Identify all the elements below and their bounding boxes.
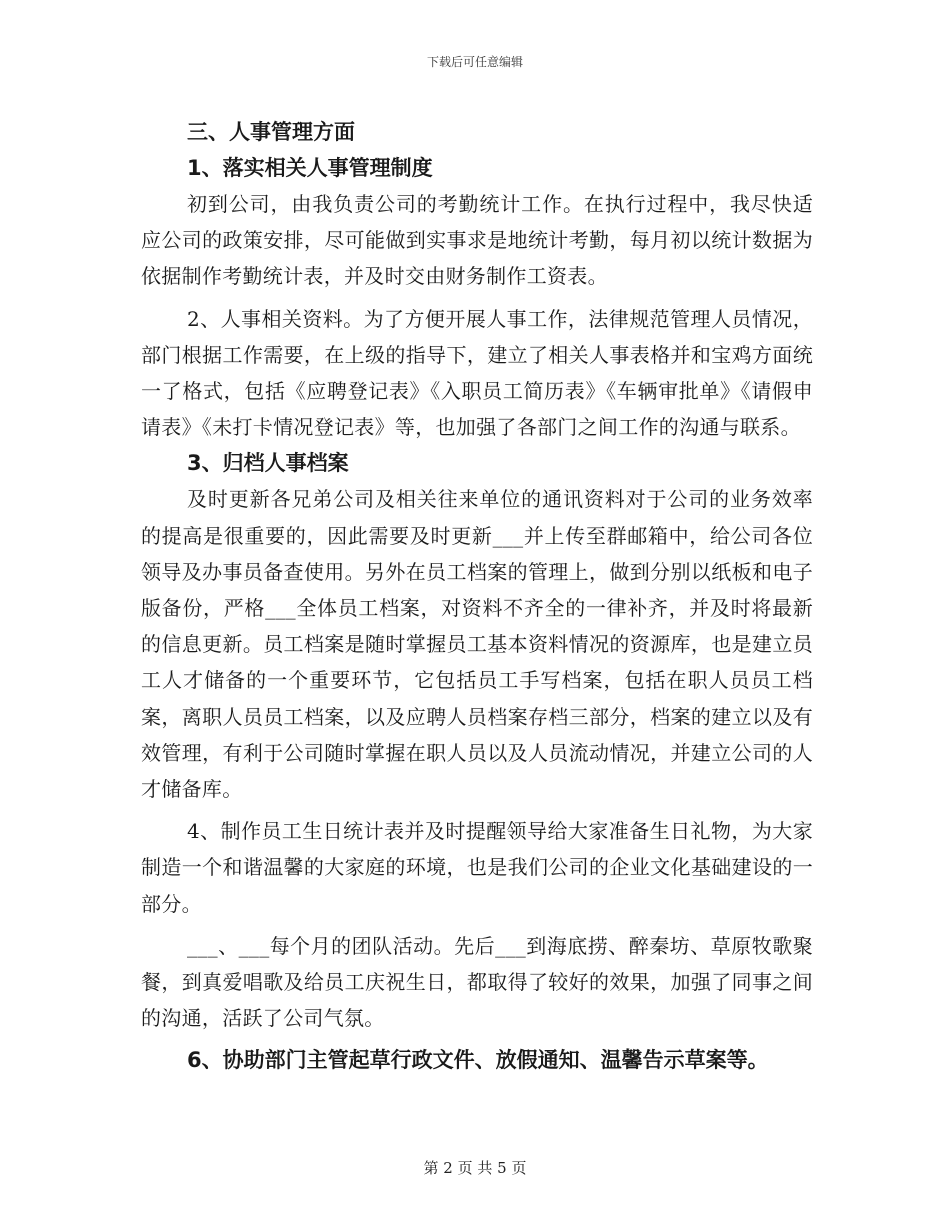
document-body: [141, 112, 813, 1078]
subheading-3: 3、归档人事档案: [187, 451, 349, 476]
paragraph-3: 及时更新各兄弟公司及相关往来单位的通讯资料对于公司的业务效率的提高是很重要的，因此需要及时更新___并上传至群邮箱中，给公司各位领导及办事员备查使用。另外在员工档案的管理上，做到分别以纸板和电子版备份，严格___全体员工档案，对资料不齐全的一律补齐，并及时将最新的信息更新。员工档案是随时掌握员工基本资料情况的资源库，也是建立员工人才储备的一个重要环节，它包括员工手写档案，包括在职人员员工档案，离职人员员工档案，以及应聘人员档案存档三部分，档案的建立以及有效管理，有利于公司随时掌握在职人员以及人员流动情况，并建立公司的人才储备库。: [141, 487, 813, 802]
page-number: 第 2 页 共 5 页: [423, 1159, 527, 1177]
paragraph-5: ___、___每个月的团队活动。先后___到海底捞、醉秦坊、草原牧歌聚餐，到真爱唱歌及给员工庆祝生日，都取得了较好的效果，加强了同事之间的沟通，活跃了公司气氛。: [141, 933, 813, 1031]
section-heading: 三、人事管理方面: [187, 120, 355, 144]
paragraph-1: 初到公司，由我负责公司的考勤统计工作。在执行过程中，我尽快适应公司的政策安排，尽可能做到实事求是地统计考勤，每月初以统计数据为依据制作考勤统计表，并及时交由财务制作工资表。: [141, 192, 813, 289]
page-header-note: 下载后可任意编辑: [426, 55, 523, 69]
paragraph-4: 4、制作员工生日统计表并及时提醒领导给大家准备生日礼物，为大家制造一个和谐温馨的大家庭的环境，也是我们公司的企业文化基础建设的一部分。: [141, 819, 813, 916]
paragraph-2: 2、人事相关资料。为了方便开展人事工作，法律规范管理人员情况，部门根据工作需要，在上级的指导下，建立了相关人事表格并和宝鸡方面统一了格式，包括《应聘登记表》《入职员工简历表》《车辆审批单》《请假申请表》《未打卡情况登记表》等，也加强了各部门之间工作的沟通与联系。: [141, 306, 813, 440]
subheading-6: 6、协助部门主管起草行政文件、放假通知、温馨告示草案等。: [187, 1048, 769, 1073]
subheading-1: 1、落实相关人事管理制度: [187, 156, 433, 180]
